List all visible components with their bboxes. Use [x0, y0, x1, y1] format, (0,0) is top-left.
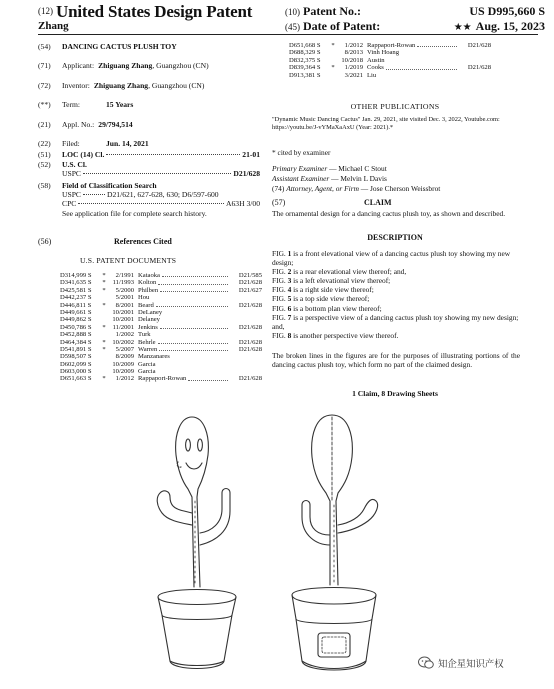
field-appl-no: (21) Appl. No.: 29/794,514: [38, 119, 133, 129]
reference-patent-number: D651,668 S: [289, 42, 321, 49]
reference-patent-number: D452,888 S: [60, 331, 92, 339]
reference-row: [60, 324, 262, 331]
reference-date: 5/2001: [115, 294, 134, 302]
reference-cited-star: [100, 294, 108, 301]
attorney: (74) Attorney, Agent, or Firm — Jose Cherson Weissbrot: [272, 184, 441, 193]
patent-number: US D995,660 S: [469, 4, 545, 18]
reference-class: D21/628: [238, 375, 262, 383]
reference-patent-number: D688,329 S: [289, 49, 321, 57]
reference-patent-number: D832,375 S: [289, 56, 321, 64]
reference-patent-number: D651,663 S: [60, 375, 92, 383]
figure-description: FIG. 3 is a left elevational view thereof;: [272, 276, 391, 286]
other-publications-heading: OTHER PUBLICATIONS: [350, 102, 440, 111]
reference-class: D21/628: [238, 345, 262, 353]
reference-date: 1/2019: [344, 64, 363, 72]
reference-cited-star: *: [102, 338, 106, 346]
reference-name: Rappaport-Rowan: [138, 375, 187, 383]
reference-class: D21/628: [238, 323, 262, 331]
claim-heading: (57) CLAIM: [272, 198, 392, 207]
reference-cited-star: [100, 368, 108, 375]
reference-class: [230, 294, 262, 301]
primary-examiner: Primary Examiner — Michael C Stout: [272, 164, 387, 173]
figure-description: FIG. 6 is a bottom plan view thereof;: [272, 303, 382, 313]
broken-lines-note: The broken lines in the figures are for the purposes of illustrating portions of the dancing cactus plush toy, which form no part of the claimed design.: [272, 351, 520, 370]
design-title: DANCING CACTUS PLUSH TOY: [62, 42, 177, 51]
reference-date: 10/2009: [112, 368, 134, 376]
reference-row: [60, 368, 262, 375]
field-term: (**) Term: 15 Years: [38, 100, 134, 110]
reference-date: 8/2009: [115, 353, 134, 361]
code-45: (45): [285, 22, 300, 32]
reference-row: [60, 309, 262, 316]
reference-class: [459, 49, 491, 56]
reference-cited-star: [100, 353, 108, 360]
figure-description: FIG. 2 is a rear elevational view thereof; and,: [272, 267, 407, 277]
assistant-examiner: Assistant Examiner — Melvin L Davis: [272, 174, 387, 183]
other-publication-entry: "Dynamic Music Dancing Cactus" Jan. 29, 2021, site visited Dec. 3, 2022, Youtube.com: https://youtu.be/J-vYMaXaAxU (Year: 2021).*: [272, 116, 500, 131]
reference-cited-star: [100, 309, 108, 316]
reference-cited-star: [329, 72, 337, 79]
field-filed: (22) Filed: Jun. 14, 2021: [38, 139, 149, 149]
us-patent-documents-label: U.S. PATENT DOCUMENTS: [80, 256, 177, 265]
reference-date: 11/2001: [112, 323, 134, 331]
reference-date: 10/2001: [112, 308, 134, 316]
cited-by-examiner-note: * cited by examiner: [272, 148, 331, 157]
reference-patent-number: D598,507 S: [60, 353, 92, 361]
reference-class: [230, 316, 262, 323]
reference-row: [289, 49, 491, 56]
reference-date: 1/2012: [115, 375, 134, 383]
reference-patent-number: D839,364 S: [289, 64, 321, 72]
reference-patent-number: D449,661 S: [60, 308, 92, 316]
code-10: (10): [285, 7, 300, 17]
reference-cited-star: *: [102, 323, 106, 331]
claims-drawing-sheets: 1 Claim, 8 Drawing Sheets: [352, 389, 438, 398]
reference-row: [289, 42, 491, 49]
cactus-drawing: [140, 405, 420, 685]
reference-name: Manzanares: [138, 353, 170, 361]
wechat-icon: [418, 656, 434, 670]
reference-patent-number: D314,999 S: [60, 272, 92, 279]
reference-cited-star: *: [331, 42, 335, 49]
figure-description: FIG. 8 is another perspective view thereof.: [272, 330, 399, 340]
reference-name: Philben: [138, 286, 159, 294]
patent-date: Aug. 15, 2023: [475, 19, 545, 33]
reference-date: 11/1993: [112, 279, 134, 287]
watermark-text: 知企星知识产权: [438, 659, 504, 670]
reference-name: Rappaport-Rowan: [367, 42, 416, 49]
reference-date: 2/1991: [115, 272, 134, 279]
reference-class: D21/628: [467, 42, 491, 49]
reference-patent-number: D446,811 S: [60, 301, 92, 309]
reference-class: [230, 331, 262, 338]
reference-name: Kolton: [138, 279, 157, 287]
header-right: [285, 2, 545, 32]
reference-patent-number: D602,099 S: [60, 360, 92, 368]
reference-patent-number: D541,891 S: [60, 345, 92, 353]
figure-description: FIG. 5 is a top side view thereof;: [272, 294, 370, 304]
reference-cited-star: [329, 57, 337, 64]
reference-name: Jenkins: [138, 323, 158, 331]
reference-cited-star: [100, 316, 108, 323]
reference-date: 10/2002: [112, 338, 134, 346]
reference-patent-number: D425,581 S: [60, 286, 92, 294]
reference-date: 10/2001: [112, 316, 134, 324]
reference-cited-star: *: [102, 279, 106, 287]
reference-class: D21/628: [238, 279, 262, 287]
reference-name: Cooks: [367, 64, 384, 72]
reference-name: Behrle: [138, 338, 156, 346]
reference-row: [60, 346, 262, 353]
field-title: (54) DANCING CACTUS PLUSH TOY: [38, 42, 177, 51]
references-cited-heading: (56) References Cited: [38, 237, 172, 246]
reference-cited-star: *: [102, 286, 106, 294]
reference-class: [459, 72, 491, 79]
code-12: (12): [38, 6, 53, 16]
header-left: [38, 2, 252, 32]
reference-patent-number: D341,635 S: [60, 279, 92, 287]
field-inventor: (72) Inventor: Zhiguang Zhang, Guangzhou (CN): [38, 80, 205, 90]
reference-name: Turk: [138, 331, 151, 339]
reference-patent-number: D442,237 S: [60, 294, 92, 302]
reference-cited-star: [100, 331, 108, 338]
front-view-figure: [157, 417, 236, 669]
reference-class: [230, 361, 262, 368]
reference-class: D21/585: [238, 272, 262, 279]
reference-name: Austin: [367, 56, 385, 64]
reference-class: D21/628: [467, 64, 491, 72]
field-classification-search: (58) Field of Classification Search USPC D21/621, 627-628, 630; D6/597-600 CPC A63H 3/00 See application file for complete search history.: [38, 180, 260, 218]
reference-row: [60, 302, 262, 309]
examiners: [272, 164, 522, 194]
reference-class: [230, 353, 262, 360]
reference-row: [60, 375, 262, 382]
reference-class: D21/628: [238, 301, 262, 309]
reference-name: Hou: [138, 294, 150, 302]
reference-date: 5/2000: [115, 286, 134, 294]
reference-name: Garcia: [138, 360, 156, 368]
reference-row: [60, 287, 262, 294]
header-rule: [38, 34, 538, 35]
reference-cited-star: *: [102, 301, 106, 309]
bibliographic-data: [38, 42, 260, 218]
field-loc: (51) LOC (14) Cl. 21-01: [38, 150, 260, 160]
reference-cited-star: *: [102, 272, 106, 279]
term-stars: ★★: [453, 22, 472, 33]
reference-date: 1/2002: [115, 331, 134, 339]
reference-name: Beard: [138, 301, 154, 309]
reference-date: 5/2007: [115, 345, 134, 353]
reference-date: 10/2018: [341, 56, 363, 64]
reference-date: 3/2021: [344, 71, 363, 79]
reference-name: Vinh Hoang: [367, 49, 400, 57]
figure-description: FIG. 4 is a right side view thereof;: [272, 285, 374, 295]
reference-patent-number: D449,862 S: [60, 316, 92, 324]
figure-description: FIG. 1 is a front elevational view of a dancing cactus plush toy showing my new design;: [272, 249, 511, 268]
field-us-cl-uspc: USPC D21/628: [62, 169, 260, 179]
reference-name: Warren: [138, 345, 158, 353]
patent-no-label: Patent No.:: [303, 4, 361, 18]
reference-patent-number: D603,000 S: [60, 368, 92, 376]
reference-date: 1/2012: [344, 42, 363, 49]
reference-date: 8/2013: [344, 49, 363, 57]
reference-cited-star: *: [102, 375, 106, 383]
reference-class: D21/628: [238, 338, 262, 346]
reference-name: Delaney: [138, 316, 160, 324]
field-applicant: (71) Applicant: Zhiguang Zhang, Guangzhou (CN): [38, 61, 209, 71]
reference-cited-star: [329, 49, 337, 56]
reference-cited-star: *: [331, 64, 335, 72]
description-heading: DESCRIPTION: [367, 233, 423, 242]
reference-row: [289, 64, 491, 71]
references-table-left: [60, 272, 262, 383]
reference-class: [230, 309, 262, 316]
watermark: [418, 656, 504, 670]
reference-date: 8/2001: [115, 301, 134, 309]
reference-row: [289, 72, 491, 79]
inventor-surname: Zhang: [38, 20, 69, 32]
reference-patent-number: D464,384 S: [60, 338, 92, 346]
field-us-cl: (52) U.S. Cl.: [38, 159, 87, 169]
reference-patent-number: D913,381 S: [289, 71, 321, 79]
reference-name: Liu: [367, 71, 377, 79]
reference-name: Kataoka: [138, 272, 160, 279]
reference-patent-number: D450,786 S: [60, 323, 92, 331]
reference-class: D21/627: [238, 286, 262, 294]
description-figures: [272, 249, 520, 340]
reference-name: Garcia: [138, 368, 156, 376]
date-label: Date of Patent:: [303, 19, 381, 33]
figure-description: FIG. 7 is a perspective view of a dancing cactus plush toy showing my new design; and,: [272, 312, 519, 331]
reference-date: 10/2009: [112, 360, 134, 368]
reference-class: [459, 57, 491, 64]
reference-row: [60, 361, 262, 368]
reference-row: [60, 353, 262, 360]
reference-class: [230, 368, 262, 375]
reference-name: DeLaney: [138, 308, 163, 316]
references-table-right: [289, 42, 491, 79]
patent-type-title: United States Design Patent: [56, 2, 253, 21]
claim-text: The ornamental design for a dancing cactus plush toy, as shown and described.: [272, 209, 506, 218]
reference-cited-star: [100, 361, 108, 368]
reference-cited-star: *: [102, 345, 106, 353]
rear-view-figure: [292, 415, 378, 670]
